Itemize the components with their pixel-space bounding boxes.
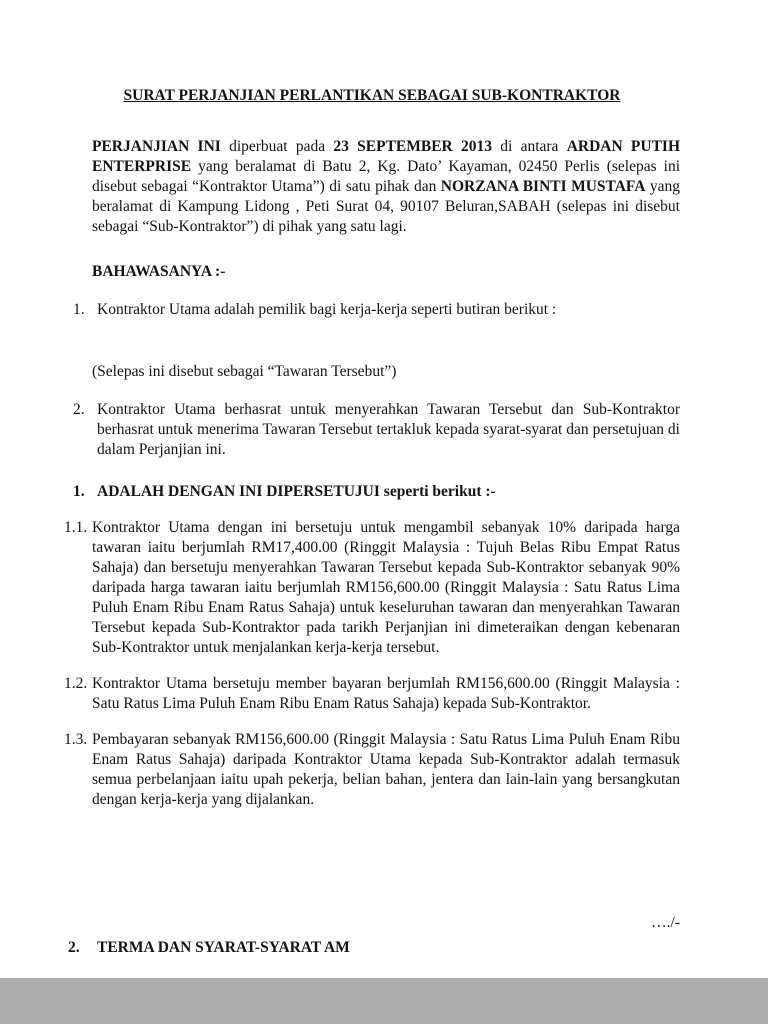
document-title-text: SURAT PERJANJIAN PERLANTIKAN SEBAGAI SUB-KONTRAKTOR xyxy=(123,87,621,104)
clause-1-3-number: 1.3. xyxy=(64,731,88,748)
whereas-heading: BAHAWASANYA :- xyxy=(92,263,226,280)
clause-1-2-text: Kontraktor Utama bersetuju member bayaran berjumlah RM156,600.00 (Ringgit Malaysia : Satu Ratus Lima Puluh Enam Ribu Enam Ratus Sahaja) kepada Sub-Kontraktor. xyxy=(92,675,680,712)
clause-1-2 xyxy=(64,674,680,714)
section-2-heading-text: TERMA DAN SYARAT-SYARAT AM xyxy=(97,939,350,956)
whereas-item-1 xyxy=(73,300,680,320)
agreement-heading xyxy=(73,482,680,502)
clause-1-3-text: Pembayaran sebanyak RM156,600.00 (Ringgit Malaysia : Satu Ratus Lima Puluh Enam Ribu Enam Ratus Sahaja) daripada Kontraktor Utama kepada Sub-Kontraktor adalah termasuk semua perbelanjaan iaitu upah pekerja, belian bahan, jentera dan lain-lain yang bersangkutan dengan kerja-kerja yang dijalankan. xyxy=(92,731,680,808)
contractor-name: ARDAN PUTIH ENTERPRISE xyxy=(92,138,681,175)
agreement-date: 23 SEPTEMBER 2013 xyxy=(333,138,493,155)
clause-1-3 xyxy=(64,730,680,810)
whereas-item-1-text: Kontraktor Utama adalah pemilik bagi kerja-kerja seperti butiran berikut : xyxy=(97,301,557,318)
whereas-item-1-number: 1. xyxy=(73,301,85,318)
contractor-details: yang beralamat di Batu 2, Kg. Dato’ Kayaman, 02450 Perlis (selepas ini disebut sebagai “Kontraktor Utama”) di satu pihak dan xyxy=(92,158,680,195)
clause-1-2-number: 1.2. xyxy=(64,675,88,692)
section-2-heading-number: 2. xyxy=(68,939,80,956)
document-title xyxy=(64,86,680,106)
whereas-item-2-text: Kontraktor Utama berhasrat untuk menyerahkan Tawaran Tersebut dan Sub-Kontraktor berhasrat untuk menerima Tawaran Tersebut tertakluk kepada syarat-syarat dan persetujuan di dalam Perjanjian ini. xyxy=(97,401,680,458)
subcontractor-details: yang beralamat di Kampung Lidong , Peti Surat 04, 90107 Beluran,SABAH (selepas ini disebut sebagai “Sub-Kontraktor”) di pihak yang satu lagi. xyxy=(92,178,680,235)
agreement-label: PERJANJIAN INI xyxy=(92,138,221,155)
intro-made-on: diperbuat pada xyxy=(220,138,334,155)
subcontractor-name: NORZANA BINTI MUSTAFA xyxy=(440,178,646,195)
agreement-heading-text: ADALAH DENGAN INI DIPERSETUJUI seperti berikut :- xyxy=(97,483,496,500)
intro-between: di antara xyxy=(492,138,567,155)
clause-1-1-text: Kontraktor Utama dengan ini bersetuju untuk mengambil sebanyak 10% daripada harga tawaran iaitu berjumlah RM17,400.00 (Ringgit Malaysia : Tujuh Belas Ribu Empat Ratus Sahaja) dan bersetuju menyerahkan Tawaran Tersebut kepada Sub-Kontraktor sebanyak 90% daripada harga tawaran iaitu berjumlah RM156,600.00 (Ringgit Malaysia : Satu Ratus Lima Puluh Enam Ribu Enam Ratus Sahaja) untuk keseluruhan tawaran dan menyerahkan Tawaran Tersebut kepada Sub-Kontraktor pada tarikh Perjanjian ini dimeteraikan dengan kebenaran Sub-Kontraktor untuk menjalankan kerja-kerja tersebut. xyxy=(92,519,680,656)
agreement-heading-number: 1. xyxy=(73,483,85,500)
whereas-item-2 xyxy=(73,400,680,460)
section-2-heading xyxy=(68,938,680,958)
clause-1-1 xyxy=(64,518,680,658)
whereas-item-2-number: 2. xyxy=(73,401,85,418)
continuation-mark: …./- xyxy=(651,914,680,931)
tender-note: (Selepas ini disebut sebagai “Tawaran Tersebut”) xyxy=(92,363,397,380)
intro-paragraph xyxy=(92,137,680,237)
clause-1-1-number: 1.1. xyxy=(64,519,88,536)
